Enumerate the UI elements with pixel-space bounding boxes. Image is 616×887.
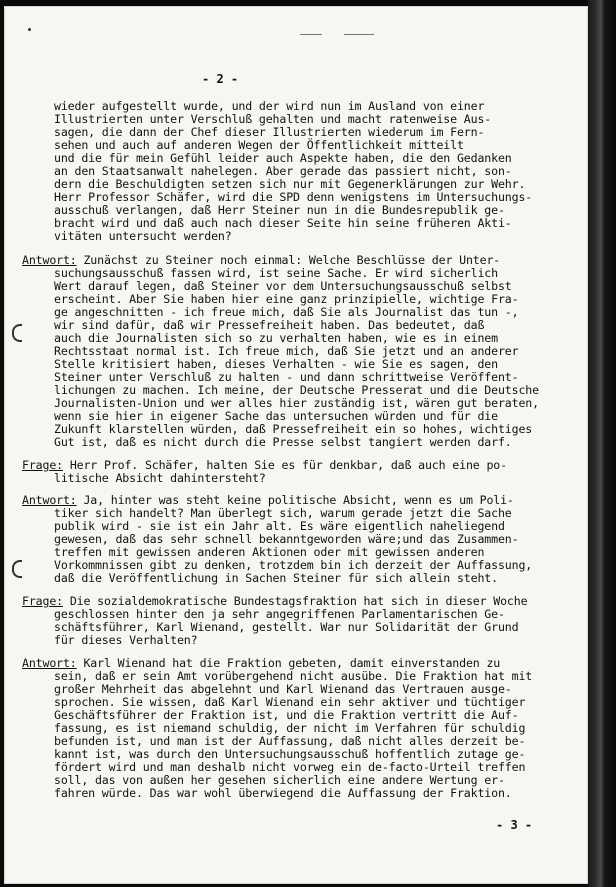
- line-text: großer Mehrheit das abgelehnt und Karl Wienand das Vertrauen ausge-: [54, 682, 512, 696]
- line-text: daß die Veröffentlichung in Sachen Steiner für sich allein steht.: [54, 571, 498, 585]
- document-page: [4, 6, 588, 884]
- line-text: litische Absicht dahintersteht?: [54, 471, 266, 485]
- line-text: Journalisten-Union und wer alles hier zuständig ist, wären gut beraten,: [54, 396, 539, 410]
- line-text: ge angeschnitten - ich freue mich, daß Sie als Journalist das tun -,: [54, 305, 519, 319]
- line-text: Geschäftsführer der Fraktion ist, und die Fraktion vertritt die Auf-: [54, 708, 519, 722]
- line-text: sein, daß er sein Amt vorübergehend nicht ausübe. Die Fraktion hat mit: [54, 669, 533, 683]
- line-text: Herr Prof. Schäfer, halten Sie es für denkbar, daß auch eine po-: [62, 458, 507, 472]
- line-text: ausschuß verlangen, daß Herr Steiner nun in die Bundesrepublik ge-: [54, 203, 505, 217]
- speaker-label: Antwort:: [22, 493, 77, 507]
- punch-hole-mark: [12, 324, 22, 342]
- line-text: vitäten untersucht werden?: [54, 229, 232, 243]
- line-text: publik wird - sie ist ein Jahr alt. Es wäre eigentlich naheliegend: [54, 519, 505, 533]
- line-text: Ja, hinter was steht keine politische Absicht, wenn es um Poli-: [76, 493, 514, 507]
- line-text: auch die Journalisten sich so zu verhalten haben, wie es in einem: [54, 331, 498, 345]
- line-text: sehen und auch auf anderen Wegen der Öffentlichkeit mitteilt: [54, 138, 464, 152]
- line-text: Zunächst zu Steiner noch einmal: Welche Beschlüsse der Unter-: [76, 253, 501, 267]
- line-text: treffen mit gewissen anderen Aktionen oder mit gewissen anderen: [54, 545, 485, 559]
- line-text: tiker sich handelt? Man überlegt sich, warum gerade jetzt die Sache: [54, 506, 512, 520]
- line-text: Die sozialdemokratische Bundestagsfraktion hat sich in dieser Woche: [62, 594, 528, 608]
- text-line: [54, 472, 266, 485]
- line-text: Stelle kritisiert haben, dieses Verhalten - wie Sie es sagen, den: [54, 357, 498, 371]
- line-text: gewesen, daß das sehr schnell bekanntgeworden wäre;und das Zusammen-: [54, 532, 519, 546]
- line-text: Rechtsstaat normal ist. Ich freue mich, daß Sie jetzt und an anderer: [54, 344, 519, 358]
- line-text: Vorkommnissen gibt zu denken, trotzdem bin ich derzeit der Auffassung,: [54, 558, 533, 572]
- line-text: fördert wird und man deshalb nicht vorweg ein de-facto-Urteil treffen: [54, 760, 526, 774]
- header-page-number: - 2 -: [202, 72, 239, 86]
- line-text: bracht wird und daß auch nach dieser Seite hin seine früheren Akti-: [54, 216, 512, 230]
- text-line: [54, 230, 232, 243]
- line-text: erscheint. Aber Sie haben hier eine ganz prinzipielle, wichtige Fra-: [54, 292, 519, 306]
- line-text: wieder aufgestellt wurde, und der wird nun im Ausland von einer: [54, 99, 485, 113]
- scanner-edge: [588, 0, 616, 887]
- line-text: Karl Wienand hat die Fraktion gebeten, damit einverstanden zu: [76, 656, 501, 670]
- line-text: Zukunft klarstellen würden, daß Pressefreiheit ein so hohes, wichtiges: [54, 422, 533, 436]
- scan-mark: [300, 34, 322, 35]
- line-text: geschlossen hinter den ja sehr angegriffenen Parlamentarischen Ge-: [54, 607, 505, 621]
- line-text: Steiner unter Verschluß zu halten - und dann schrittweise Veröffent-: [54, 370, 519, 384]
- footer-page-number: - 3 -: [496, 818, 533, 832]
- line-text: befunden ist, und man ist der Auffassung, daß nicht alles derzeit be-: [54, 734, 526, 748]
- speaker-label: Frage:: [22, 458, 63, 472]
- line-text: an den Staatsanwalt nahelegen. Aber gerade das passiert nicht, son-: [54, 164, 512, 178]
- text-line: [54, 634, 197, 647]
- text-line: [54, 787, 512, 800]
- line-text: fahren würde. Das war wohl überwiegend die Auffassung der Fraktion.: [54, 786, 512, 800]
- line-text: soll, das von außen her gesehen sicherlich eine andere Wertung er-: [54, 773, 505, 787]
- line-text: sagen, die dann der Chef dieser Illustrierten wiederum im Fern-: [54, 125, 485, 139]
- line-text: Gut ist, daß es nicht durch die Presse selbst tangiert werden darf.: [54, 435, 512, 449]
- scan-speck: [28, 28, 31, 31]
- line-text: und die für mein Gefühl leider auch Aspekte haben, die den Gedanken: [54, 151, 512, 165]
- line-text: wir sind dafür, daß wir Pressefreiheit haben. Das bedeutet, daß: [54, 318, 485, 332]
- speaker-label: Frage:: [22, 594, 63, 608]
- scan-mark: [344, 34, 374, 35]
- line-text: kannt ist, was durch den Untersuchungsausschuß hoffentlich zutage ge-: [54, 747, 526, 761]
- line-text: wenn sie hier in eigener Sache das untersuchen würden und für die: [54, 409, 498, 423]
- line-text: Herr Professor Schäfer, wird die SPD denn wenigstens im Untersuchungs-: [54, 190, 533, 204]
- punch-hole-mark: [12, 560, 22, 578]
- line-text: suchungsausschuß fassen wird, ist seine Sache. Er wird sicherlich: [54, 266, 498, 280]
- line-text: Illustrierten unter Verschluß gehalten und macht ratenweise Aus-: [54, 112, 492, 126]
- text-line: [54, 436, 512, 449]
- speaker-label: Antwort:: [22, 253, 77, 267]
- line-text: schäftsführer, Karl Wienand, gestellt. War nur Solidarität der Grund: [54, 620, 519, 634]
- line-text: lichungen zu machen. Ich meine, der Deutsche Presserat und die Deutsche: [54, 383, 539, 397]
- line-text: für dieses Verhalten?: [54, 633, 198, 647]
- line-text: fassung, es ist niemand schuldig, der nicht im Verfahren für schuldig: [54, 721, 526, 735]
- line-text: dern die Beschuldigten setzen sich nur mit Gegenerklärungen zur Wehr.: [54, 177, 526, 191]
- text-line: [54, 572, 498, 585]
- line-text: sprochen. Sie wissen, daß Karl Wienand ein sehr aktiver und tüchtiger: [54, 695, 526, 709]
- line-text: Wert darauf legen, daß Steiner vor dem Untersuchungsausschuß selbst: [54, 279, 512, 293]
- speaker-label: Antwort:: [22, 656, 77, 670]
